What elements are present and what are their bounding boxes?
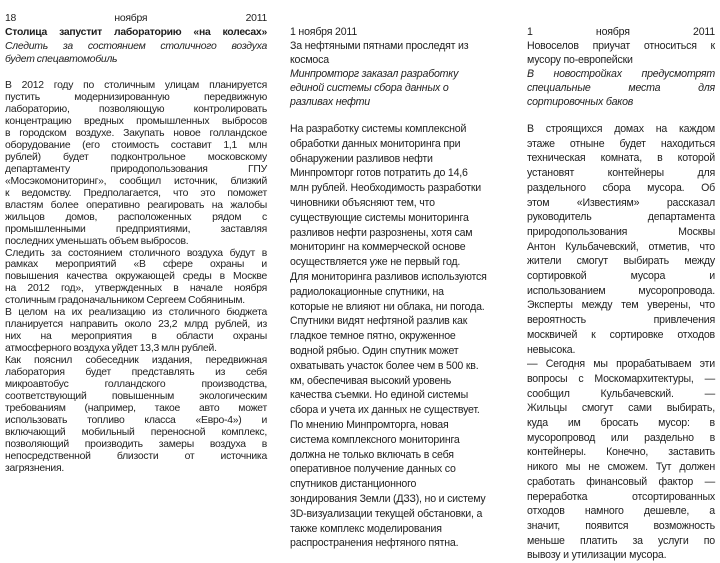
paragraph bbox=[527, 357, 715, 563]
article-date: 18 ноября 2011 bbox=[5, 13, 267, 24]
text-line: позволяющий производить замеры воздуха в bbox=[5, 438, 267, 450]
text-line: сбора и учета их данных не существует. bbox=[290, 404, 480, 417]
text-line: меньше платить за услуги по bbox=[527, 534, 715, 547]
text-line: значит, появится возможность bbox=[527, 519, 715, 532]
text-line: столичным градоначальником Сергеем Собяниным. bbox=[5, 295, 245, 307]
text-line: охватывать участок более чем в 500 кв. bbox=[290, 359, 479, 372]
paragraph bbox=[5, 248, 267, 308]
text-line: мониторинг на коммерческой основе bbox=[290, 241, 466, 254]
text-line: никого мы не сможем. Тут должен bbox=[527, 461, 715, 474]
text-line: департаменту природопользования ГПУ bbox=[5, 163, 267, 175]
text-line: Эксперты между тем уверены, что bbox=[527, 299, 715, 312]
text-line: гладкое темное пятно, окруженное bbox=[290, 330, 456, 343]
text-line: куда им бросать мусор: в bbox=[527, 417, 715, 430]
text-line: За нефтяными пятнами проследят из bbox=[290, 40, 469, 52]
text-line: мусоропровод или раздельно в bbox=[527, 431, 715, 444]
text-line: сообщил Кульбачевский. — bbox=[527, 387, 715, 400]
text-line: В целом на их реализацию из столичного бюджета bbox=[5, 307, 267, 319]
text-line: вывозу и утилизации мусора. bbox=[527, 549, 667, 562]
article-1 bbox=[5, 12, 267, 475]
text-line: мусору по-европейски bbox=[527, 54, 633, 66]
text-line: водной рябью. Один спутник может bbox=[290, 344, 459, 357]
text-line: В новостройках предусмотрят bbox=[527, 68, 715, 80]
text-line: сортировочных баков bbox=[527, 96, 634, 108]
article-title: Столица запустит лабораторию «на колесах» bbox=[5, 26, 267, 38]
text-line: включающий мобильный переносной комплекс, bbox=[5, 426, 267, 438]
text-line: также комплекс моделирования bbox=[290, 522, 442, 535]
text-line: требованиям (например, такое авто может bbox=[5, 402, 267, 414]
text-line: в городском воздухе. Закупать новое голландское bbox=[5, 128, 267, 139]
text-line: техническая комната, в которой bbox=[527, 152, 715, 165]
text-line: Спутники видят нефтяной разлив как bbox=[290, 315, 468, 328]
text-line: Антон Кульбачевский, отметив, что bbox=[527, 240, 715, 253]
text-line: вопросы с Москомархитектуры, — bbox=[527, 372, 715, 385]
text-line: 3D-визуализации текущей обстановки, а bbox=[290, 507, 483, 520]
text-line: концентрацию вредных промышленных выбросов bbox=[5, 116, 267, 128]
text-line: Для мониторинга разливов используются bbox=[290, 270, 487, 283]
text-line: невысока. bbox=[527, 343, 576, 356]
text-line: распространения нефтяного пятна. bbox=[290, 537, 459, 550]
text-line: специальные места для bbox=[527, 82, 715, 94]
paragraph bbox=[290, 270, 515, 418]
text-line: зондирования Земли (ДЗЗ), но и систему bbox=[290, 492, 486, 505]
text-line: оперативное получение данных со bbox=[290, 463, 456, 476]
text-line: пустить модернизированную передвижную bbox=[5, 92, 267, 104]
text-line: Новоселов приучат относиться к bbox=[527, 40, 715, 52]
text-line: будет спецавтомобиль bbox=[5, 54, 118, 66]
text-line: рамках мероприятий «В сфере охраны и bbox=[5, 259, 267, 271]
text-line: последних уменьшать объем выбросов. bbox=[5, 235, 189, 247]
text-line: использованием мусоропровода. bbox=[527, 284, 715, 297]
text-line: оборудование (его стоимость составит 1,1 млн bbox=[5, 139, 267, 151]
article-body bbox=[5, 80, 267, 474]
text-line: промышленными предприятиями, заставляя bbox=[5, 223, 267, 235]
paragraph bbox=[5, 80, 267, 247]
text-line: жители смогут выбирать между bbox=[527, 255, 715, 268]
article-2 bbox=[290, 25, 515, 551]
text-line: использовать топливо класса «Евро-4») и bbox=[5, 414, 267, 426]
text-line: руководитель департамента bbox=[527, 211, 715, 224]
text-line: км, обеспечивая высокий уровень bbox=[290, 374, 452, 387]
text-line: единой системы сбора данных о bbox=[290, 82, 449, 94]
paragraph bbox=[5, 307, 267, 355]
text-line: Как пояснил собеседник издания, передвижная bbox=[5, 355, 267, 367]
text-line: сработать финансовый фактор — bbox=[527, 475, 715, 488]
article-3 bbox=[527, 25, 715, 563]
text-line: лаборатория будет представлять из себя bbox=[5, 367, 267, 379]
text-line: москвичей к сортировке отходов bbox=[527, 328, 715, 341]
text-line: рублей) будет подконтрольное московскому bbox=[5, 151, 267, 163]
article-lead bbox=[290, 67, 515, 109]
text-line: загрязнения. bbox=[5, 462, 64, 474]
text-line: космоса bbox=[290, 54, 329, 66]
text-line: установят контейнеры для bbox=[527, 167, 715, 180]
text-line: микроавтобус голландского производства, bbox=[5, 379, 267, 391]
text-line: В строящихся домах на каждом bbox=[527, 123, 715, 135]
article-lead bbox=[5, 40, 267, 68]
article-body bbox=[527, 122, 715, 563]
text-line: соответствующий повышенным экологическим bbox=[5, 390, 267, 402]
text-line: На разработку системы комплексной bbox=[290, 123, 467, 135]
text-line: разливах нефти bbox=[290, 96, 370, 108]
article-lead bbox=[527, 67, 715, 109]
text-line: них на мероприятия в области охраны bbox=[5, 331, 267, 343]
text-line: непосредственной близости от источника bbox=[5, 450, 267, 462]
text-line: обнаружении разливов нефти bbox=[290, 152, 433, 165]
text-line: повышения качества окружающей среды в Москве bbox=[5, 271, 267, 283]
text-line: отходов намного дешевле, а bbox=[527, 505, 715, 518]
text-line: Жильцы смогут сами выбирать, bbox=[527, 402, 715, 415]
text-line: спутников дистанционного bbox=[290, 478, 417, 491]
text-line: планируется направить около 23,2 млрд рублей, из bbox=[5, 319, 267, 331]
text-line: природопользования Москвы bbox=[527, 225, 715, 238]
text-line: обработки данных мониторинга при bbox=[290, 137, 461, 150]
text-line: система комплексного мониторинга bbox=[290, 433, 460, 446]
text-line: жильцов домов, расположенных рядом с bbox=[5, 211, 267, 223]
text-line: существующие системы мониторинга bbox=[290, 211, 469, 224]
text-line: — Сегодня мы прорабатываем эти bbox=[527, 358, 715, 371]
paragraph bbox=[290, 122, 515, 270]
article-date: 1 ноября 2011 bbox=[527, 26, 715, 38]
paragraph bbox=[527, 122, 715, 357]
text-line: к ведомству. Предполагается, что это поможет bbox=[5, 187, 267, 199]
text-line: атмосферного воздуха уйдет 13,3 млн рублей. bbox=[5, 343, 217, 355]
text-line: Следить за состоянием столичного воздуха bbox=[5, 40, 267, 52]
article-title bbox=[290, 39, 515, 67]
text-line: «Мосэкомониторинг», сообщил источник, близкий bbox=[5, 175, 267, 187]
text-line: этаже отныне будет находиться bbox=[527, 137, 715, 150]
text-line: вероятность привлечения bbox=[527, 314, 715, 327]
text-line: Следить за состоянием столичного воздуха будут в bbox=[5, 247, 267, 259]
text-line: на 2012 год», утвержденных в начале ноября bbox=[5, 283, 267, 295]
text-line: контейнеры. Конечно, заставить bbox=[527, 446, 715, 459]
article-body bbox=[290, 122, 515, 551]
text-line: этом «Известиям» рассказал bbox=[527, 196, 715, 209]
text-line: разливов нефти разрознены, хотя сам bbox=[290, 226, 473, 239]
article-date: 1 ноября 2011 bbox=[290, 26, 358, 38]
text-line: Минпромторг готов потратить до 14,6 bbox=[290, 167, 468, 180]
text-line: должна не только включать в себя bbox=[290, 448, 454, 461]
paragraph bbox=[5, 355, 267, 475]
paragraph bbox=[290, 418, 515, 551]
text-line: радиолокационные спутники, на bbox=[290, 285, 444, 298]
text-line: лабораторию, позволяющую контролировать bbox=[5, 104, 267, 116]
text-line: сортировкой мусора и bbox=[527, 270, 715, 283]
text-line: качества съемки. Но единой системы bbox=[290, 389, 469, 402]
text-line: Минпромторг заказал разработку bbox=[290, 68, 459, 80]
text-line: По мнению Минпромторга, новая bbox=[290, 418, 449, 431]
text-line: осуществляется уже не первый год. bbox=[290, 256, 461, 269]
text-line: В 2012 году по столичным улицам планируется bbox=[5, 80, 267, 92]
text-line: чиновники объясняют тем, что bbox=[290, 196, 435, 209]
text-line: которые не влияют ни облака, ни погода. bbox=[290, 300, 485, 313]
text-line: млн рублей. Необходимость разработки bbox=[290, 182, 482, 195]
text-line: раздельного сбора мусора. Об bbox=[527, 181, 715, 194]
text-line: властям более оперативно реагировать на жалобы bbox=[5, 199, 267, 211]
text-line: переработка отсортированных bbox=[527, 490, 715, 503]
article-title bbox=[527, 39, 715, 67]
